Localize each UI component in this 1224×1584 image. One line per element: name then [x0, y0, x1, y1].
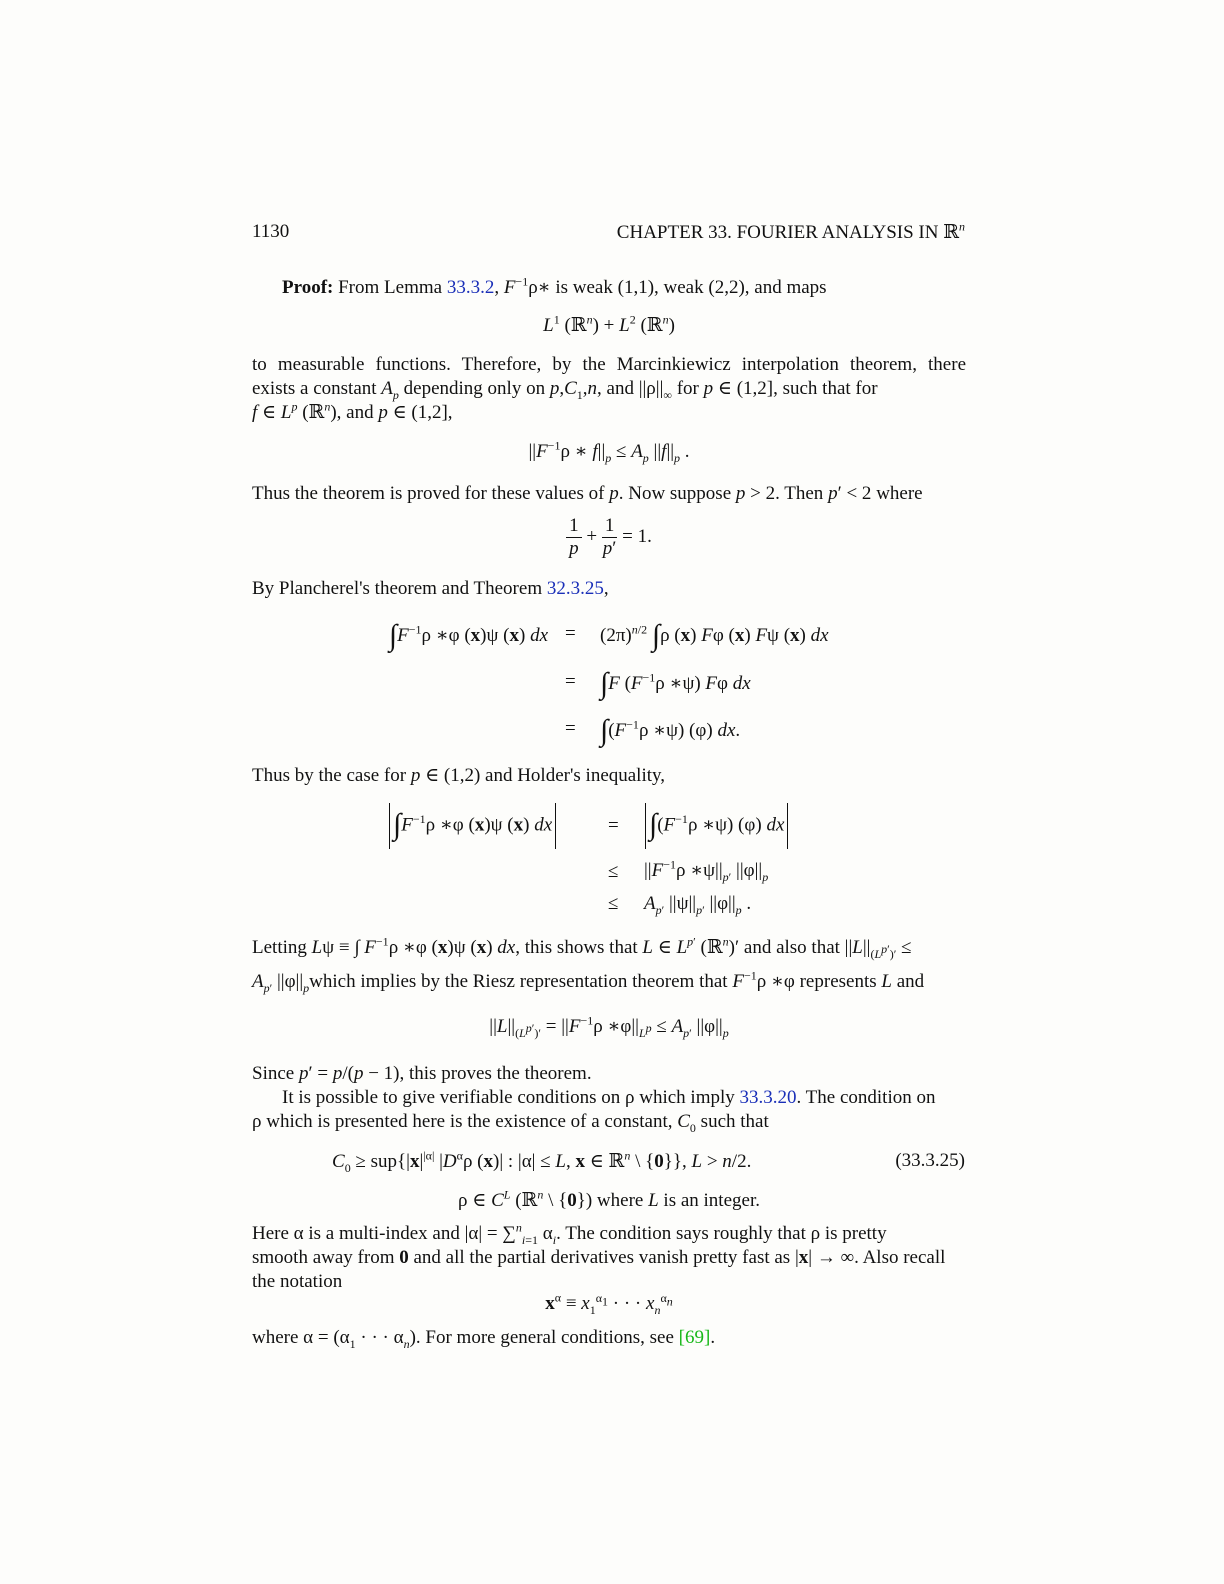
equation-condition: $C_0 \ge sup\{|x|^{|\alpha|}$ $|D^\alpha\rho$ (x)| : |α| ≤ L, x ∈ ℝ$^n$ \ {0}}, L > n/2.	[332, 1148, 752, 1175]
equation-row: $A_{p'}$ $||\psi||_{p'}$ $||\varphi||_p$ .	[644, 893, 752, 917]
chapter-header: CHAPTER 33. FOURIER ANALYSIS IN ℝ$^n$	[616, 219, 965, 243]
leq-sign: ≤	[608, 893, 619, 914]
equation-row: $\int(F^{-1}\rho$ ∗ψ) (φ) dx	[642, 803, 791, 849]
equation-number: (33.3.25)	[895, 1150, 965, 1171]
proof-label: Proof:	[282, 277, 334, 298]
paragraph-line: Thus by the case for p ∈ (1,2) and Holder's inequality,	[252, 765, 666, 786]
paragraph-line: f ∈ $L^p$ (ℝ$^n$), and p ∈ (1,2],	[252, 399, 453, 423]
equation-smoothness: ρ ∈ $C^L$ (ℝ$^n$ \ {0}) where L is an integer.	[458, 1187, 760, 1211]
paragraph-line: Thus the theorem is proved for these values of p. Now suppose p > 2. Then p′ < 2 where	[252, 483, 923, 504]
equation-conjugate: $\frac{1}{p}$ + $\frac{1}{p'}$ = 1.	[252, 515, 966, 560]
paragraph-line: Since p′ = p/(p − 1), this proves the theorem.	[252, 1063, 592, 1084]
paragraph-line: Letting Lψ ≡ ∫ $F^{-1}\rho$ ∗φ (x)ψ (x) dx, this shows that L ∈ $L^{p'}$ (ℝ$^n$)′ and also that $||L||_{(L^{p'})'}$ ≤	[252, 934, 912, 961]
equation-row: ∫F ($F^{-1}\rho$ ∗ψ) Fφ dx	[600, 667, 751, 700]
paragraph-line: $A_{p'}$ $||\varphi||_pwhich$ implies by the Riesz representation theorem that $F^{-1}\rho$ ∗φ represents L and	[252, 968, 925, 995]
paragraph-line: By Plancherel's theorem and Theorem 32.3.25,	[252, 578, 609, 599]
equation-multiindex: $x^\alpha \equiv x_1^{\alpha_1}$ · · · $x_n^{\alpha_n}$	[545, 1290, 673, 1317]
equation-row: $||F^{-1}\rho$ $∗\psi||_{p'}$ $||\varphi||_p$	[644, 857, 769, 884]
equation-row: $\int(F^{-1}\rho$ ∗ψ) (φ) dx.	[600, 714, 741, 747]
citation-link[interactable]: [69]	[678, 1327, 711, 1348]
equation-row: $\int F^{-1}\rho$ ∗φ (x)ψ (x) dx	[388, 619, 548, 652]
ref-lemma-link[interactable]: 33.3.2	[446, 277, 495, 298]
leq-sign: ≤	[608, 861, 619, 882]
equals-sign: =	[565, 718, 576, 739]
paragraph-line: exists a constant $A_p$ depending only on $p,C_1,n$, and $||\rho||_\infty$ for p ∈ (1,2], such that for	[252, 378, 878, 402]
equation-bound: $||F^{-1}\rho$ ∗ $f||_p \le A_p$ $||f||_p$ .	[528, 438, 690, 465]
ref-equation-link[interactable]: 33.3.20	[739, 1087, 797, 1108]
equals-sign: =	[565, 623, 576, 644]
paragraph-line: smooth away from 0 and all the partial derivatives vanish pretty fast as |x| → ∞. Also recall	[252, 1247, 946, 1268]
paragraph-line: to measurable functions. Therefore, by the Marcinkiewicz interpolation theorem, there	[252, 354, 966, 375]
page-number: 1130	[252, 221, 290, 242]
paragraph-line: Here α is a multi-index and |α| = ∑$^n_{i=1}$ $\alpha_i$. The condition says roughly that ρ is pretty	[252, 1220, 887, 1247]
proof-line: Proof: From Lemma 33.3.2, $F^{-1}\rho∗$ is weak (1,1), weak (2,2), and maps	[282, 274, 827, 298]
equation-norm: $||L||_{(L^{p'})'} = ||F^{-1}\rho$ $∗\varphi||_{L^p} \le A_{p'}$ $||\varphi||_p$	[489, 1013, 729, 1040]
equation-l1-l2: $L^1$ (ℝ$^n$) + $L^2$ (ℝ$^n$)	[543, 312, 675, 336]
equals-sign: =	[608, 815, 619, 836]
equals-sign: =	[565, 671, 576, 692]
equation-row: $\int F^{-1}\rho$ ∗φ (x)ψ (x) dx	[386, 803, 559, 849]
paragraph-line: It is possible to give verifiable conditions on ρ which imply 33.3.20. The condition on	[282, 1087, 936, 1108]
equation-row: $(2\pi)^{n/2}$ ∫ρ (x) Fφ (x) Fψ (x) dx	[600, 619, 829, 652]
paragraph-line: the notation	[252, 1271, 343, 1292]
paragraph-line: ρ which is presented here is the existence of a constant, $C_0$ such that	[252, 1111, 769, 1135]
ref-theorem-link[interactable]: 32.3.25	[546, 578, 604, 599]
paragraph-line: where $\alpha = (\alpha_1$ · · · $\alpha_n$). For more general conditions, see [69].	[252, 1327, 716, 1351]
